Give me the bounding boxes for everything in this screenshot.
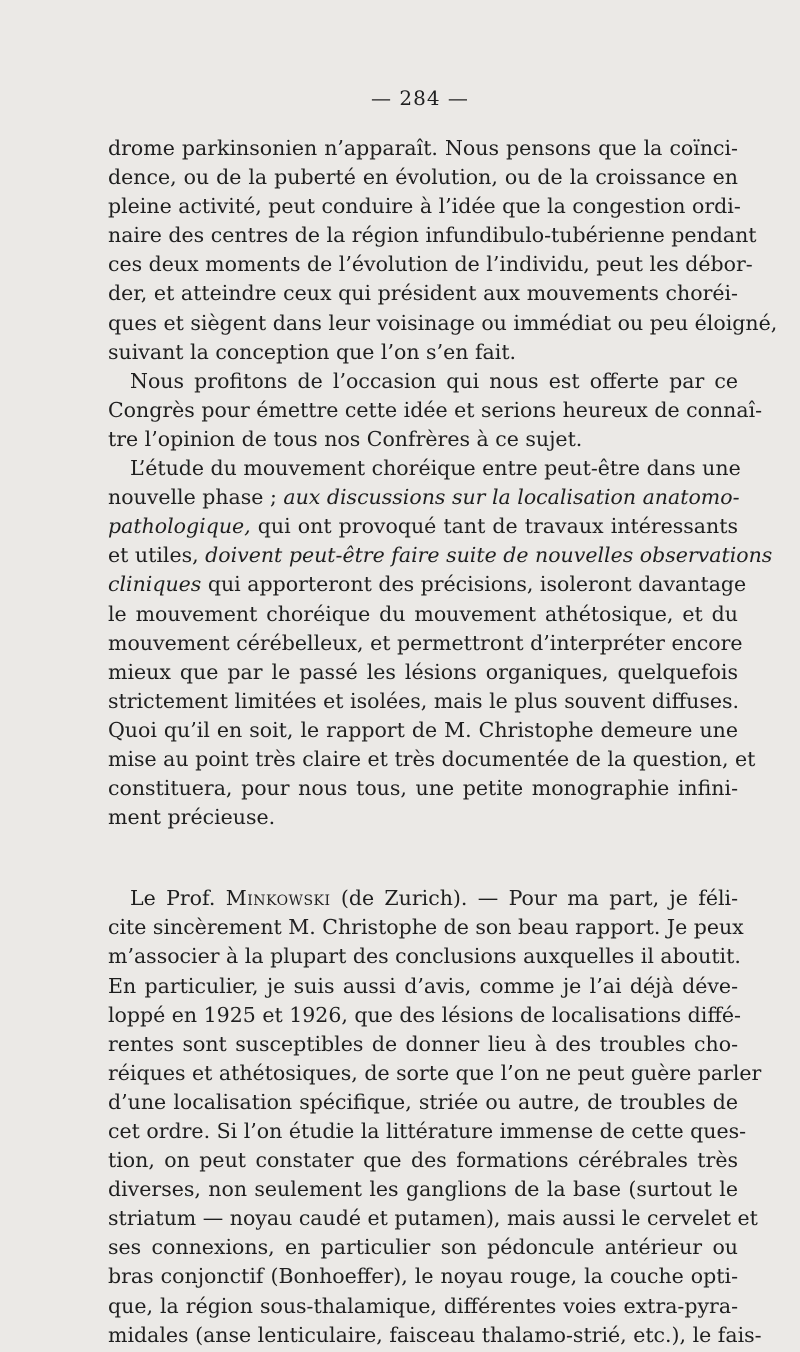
text-run: qui ont provoqué tant de travaux intéressants xyxy=(250,514,738,539)
text-line: d’une localisation spécifique, striée ou autre, de troubles de xyxy=(108,1089,738,1114)
text-line: striatum — noyau caudé et putamen), mais aussi le cervelet et xyxy=(108,1206,758,1231)
text-line: suivant la conception que l’on s’en fait. xyxy=(108,339,517,364)
text-line: rentes sont susceptibles de donner lieu à des troubles cho- xyxy=(108,1031,738,1056)
italic-text: doivent peut-être faire suite de nouvelles observations xyxy=(205,543,773,568)
text-line: m’associer à la plupart des conclusions auxquelles il aboutit. xyxy=(108,944,741,969)
italic-text: aux discussions sur la localisation anatomo- xyxy=(283,485,740,510)
italic-text: cliniques xyxy=(108,572,202,597)
text-run: et utiles, xyxy=(108,543,206,568)
text-line: Congrès pour émettre cette idée et serions heureux de connaî- xyxy=(108,397,763,422)
text-line: cite sincèrement M. Christophe de son beau rapport. Je peux xyxy=(108,915,744,940)
text-line: mieux que par le passé les lésions organiques, quelquefois xyxy=(108,659,738,684)
page-number: — 284 — xyxy=(371,86,469,110)
text-line: tion, on peut constater que des formations cérébrales très xyxy=(108,1148,738,1173)
text-line xyxy=(108,512,738,541)
text-line xyxy=(108,570,747,599)
text-line: cet ordre. Si l’on étudie la littérature immense de cette ques- xyxy=(108,1119,747,1143)
body-text xyxy=(108,134,778,1350)
text-line xyxy=(108,483,738,512)
text-line xyxy=(108,541,773,570)
text-line: tre l’opinion de tous nos Confrères à ce sujet. xyxy=(108,426,583,451)
text-line: L’étude du mouvement choréique entre peut-être dans une xyxy=(130,456,741,481)
text-line: réiques et athétosiques, de sorte que l’on ne peut guère parler xyxy=(108,1060,762,1085)
text-line: diverses, non seulement les ganglions de la base (surtout le xyxy=(108,1177,738,1202)
text-line: constituera, pour nous tous, une petite monographie infini- xyxy=(108,776,738,801)
text-line: Quoi qu’il en soit, le rapport de M. Christophe demeure une xyxy=(108,717,738,742)
text-line: midales (anse lenticulaire, faisceau thalamo-strié, etc.), le fais- xyxy=(108,1322,762,1347)
text-line: ques et siègent dans leur voisinage ou immédiat ou peu éloigné, xyxy=(108,310,778,335)
text-line: que, la région sous-thalamique, différentes voies extra-pyra- xyxy=(108,1293,738,1318)
text-line: strictement limitées et isolées, mais le plus souvent diffuses. xyxy=(108,688,740,713)
text-line: ment précieuse. xyxy=(108,805,276,830)
text-run: (de Zurich). — Pour ma part, je féli- xyxy=(330,886,739,911)
italic-text: pathologique, xyxy=(108,514,251,539)
text-run: qui apporteront des précisions, isoleront davantage xyxy=(201,572,747,597)
text-line: der, et atteindre ceux qui président aux mouvements choréi- xyxy=(108,281,738,306)
paragraph-1 xyxy=(108,134,778,367)
speaker-name: Minkowski xyxy=(225,886,331,911)
text-line: En particulier, je suis aussi d’avis, comme je l’ai déjà déve- xyxy=(108,973,738,998)
text-line: ses connexions, en particulier son pédoncule antérieur ou xyxy=(108,1235,738,1260)
text-line: mouvement cérébelleux, et permettront d’interpréter encore xyxy=(108,630,743,655)
paragraph-4 xyxy=(108,884,762,1350)
paragraph-2 xyxy=(108,367,763,454)
text-line: naire des centres de la région infundibulo-tubérienne pendant xyxy=(108,223,757,248)
text-line: Nous profitons de l’occasion qui nous est offerte par ce xyxy=(130,368,738,393)
text-line: drome parkinsonien n’apparaît. Nous pensons que la coïnci- xyxy=(108,136,738,160)
section-gap xyxy=(108,832,738,884)
text-line: dence, ou de la puberté en évolution, ou de la croissance en xyxy=(108,165,738,190)
text-run: nouvelle phase ; xyxy=(108,485,284,510)
paragraph-3 xyxy=(108,454,773,832)
text-line: bras conjonctif (Bonhoeffer), le noyau rouge, la couche opti- xyxy=(108,1264,738,1289)
text-line: ces deux moments de l’évolution de l’individu, peut les débor- xyxy=(108,252,753,277)
text-line: le mouvement choréique du mouvement athétosique, et du xyxy=(108,601,738,626)
text-line: mise au point très claire et très documentée de la question, et xyxy=(108,746,756,771)
text-line xyxy=(108,884,738,913)
text-line: pleine activité, peut conduire à l’idée que la congestion ordi- xyxy=(108,194,741,219)
text-line: loppé en 1925 et 1926, que des lésions de localisations diffé- xyxy=(108,1002,741,1027)
text-run: Le Prof. xyxy=(130,886,226,911)
